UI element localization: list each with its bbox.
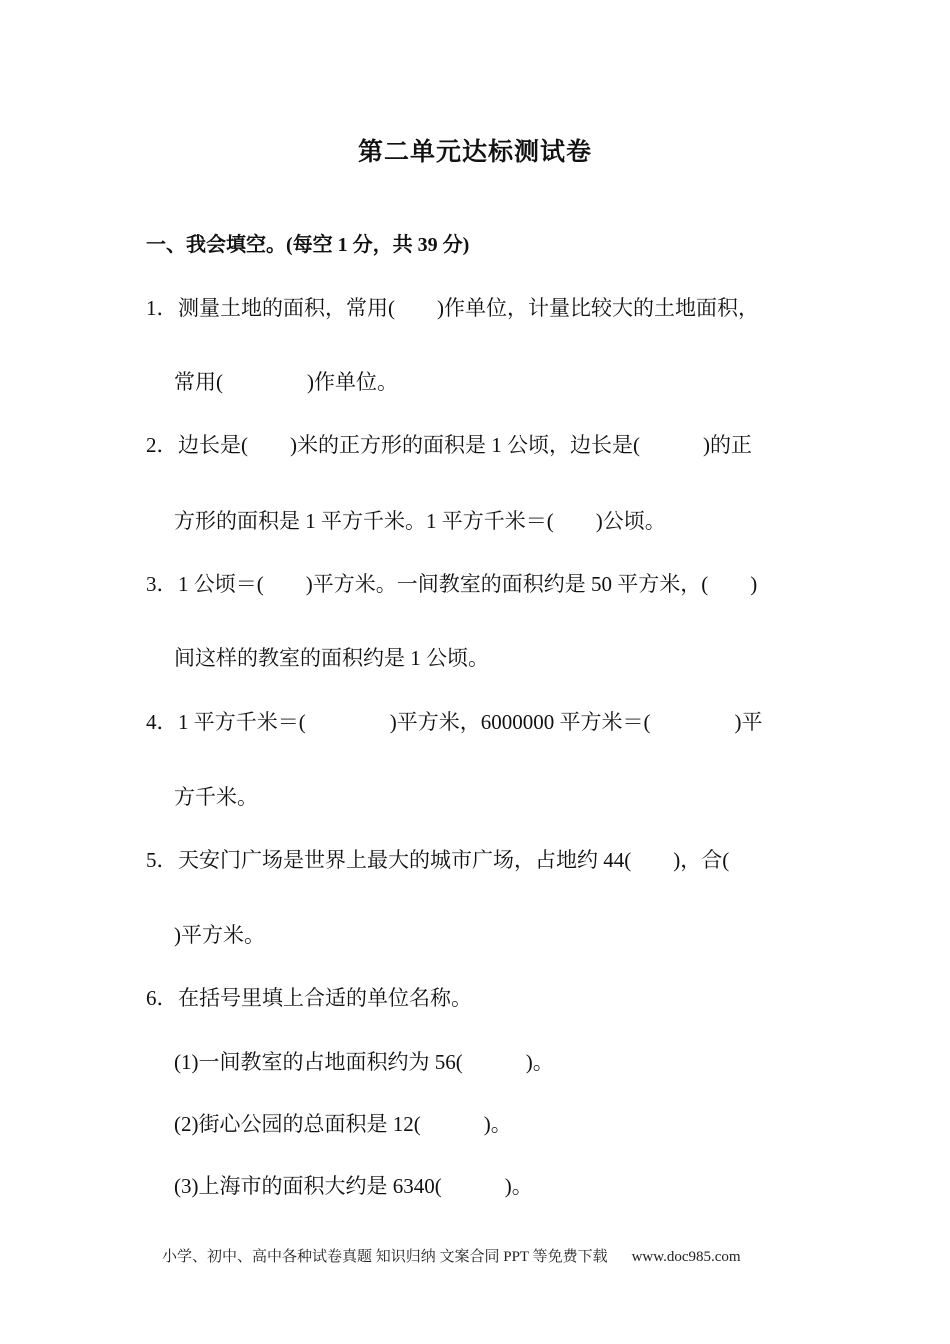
question-text: 1 平方千米＝( )平方米，6000000 平方米＝( )平 — [178, 710, 763, 734]
question-text: 天安门广场是世界上最大的城市广场，占地约 44( )，合( — [178, 848, 730, 872]
footer-text: 小学、初中、高中各种试卷真题 知识归纳 文案合同 PPT 等免费下载 — [162, 1249, 608, 1265]
question-4-line-1 — [146, 706, 762, 736]
question-6-subitem-3: (3)上海市的面积大约是 6340( )。 — [174, 1174, 533, 1198]
question-5-line-2: )平方米。 — [174, 923, 265, 947]
question-number: 6． — [146, 986, 178, 1010]
question-text: 测量土地的面积，常用( )作单位，计量比较大的土地面积， — [178, 296, 759, 320]
question-6-subitem-2: (2)街心公园的总面积是 12( )。 — [174, 1112, 512, 1136]
page-footer — [162, 1245, 741, 1266]
question-5-line-1 — [146, 844, 729, 874]
question-1-line-1 — [146, 292, 759, 322]
question-2-line-1 — [146, 429, 752, 459]
question-number: 5． — [146, 848, 178, 872]
question-3-line-2: 间这样的教室的面积约是 1 公顷。 — [174, 646, 489, 670]
question-text: 在括号里填上合适的单位名称。 — [178, 986, 472, 1010]
question-3-line-1 — [146, 568, 757, 598]
question-1-line-2: 常用( )作单位。 — [174, 370, 398, 394]
question-number: 4． — [146, 710, 178, 734]
question-number: 1． — [146, 296, 178, 320]
question-text: 边长是( )米的正方形的面积是 1 公顷，边长是( )的正 — [178, 433, 752, 457]
question-number: 3． — [146, 572, 178, 596]
section-heading: 一、我会填空。(每空 1 分，共 39 分) — [146, 234, 470, 256]
question-6-subitem-1: (1)一间教室的占地面积约为 56( )。 — [174, 1050, 554, 1074]
document-title: 第二单元达标测试卷 — [357, 139, 592, 166]
question-number: 2． — [146, 433, 178, 457]
footer-site-link[interactable]: www.doc985.com — [631, 1249, 741, 1265]
question-4-line-2: 方千米。 — [174, 785, 258, 809]
question-text: 1 公顷＝( )平方米。一间教室的面积约是 50 平方米，( ) — [178, 572, 758, 596]
question-2-line-2: 方形的面积是 1 平方千米。1 平方千米＝( )公顷。 — [174, 509, 666, 533]
question-6-line-1 — [146, 982, 472, 1012]
